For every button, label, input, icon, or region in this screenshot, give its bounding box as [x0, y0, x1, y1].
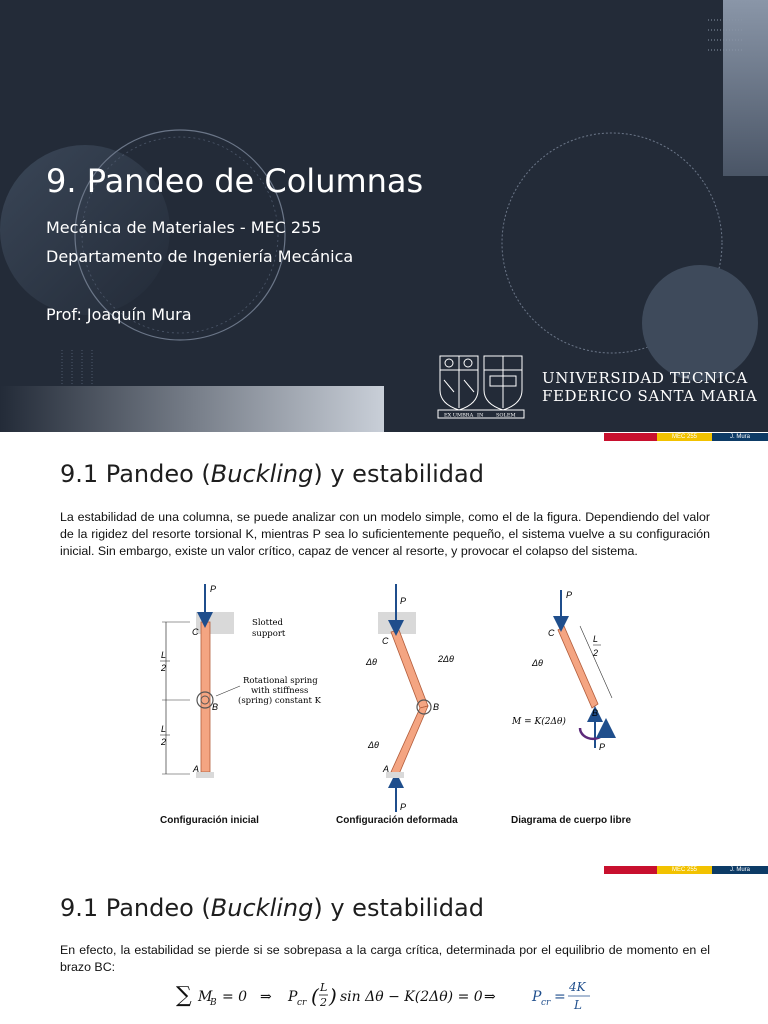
svg-text:⇒: ⇒ — [484, 989, 496, 1005]
professor-name: Prof: Joaquín Mura — [46, 305, 192, 324]
label-dtheta-3: Δθ — [532, 658, 543, 668]
crest-motto-left: EX UMBRA — [444, 412, 474, 419]
label-dtheta-1: Δθ — [366, 657, 377, 667]
header-bar-red-2 — [604, 866, 657, 874]
svg-text:P: P — [288, 989, 298, 1005]
label-p-5: P — [599, 742, 606, 752]
caption-initial: Configuración inicial — [160, 815, 259, 826]
label-c-1: C — [192, 627, 199, 637]
svg-text:⇒: ⇒ — [260, 989, 272, 1005]
label-a-1: A — [193, 764, 200, 774]
caption-deformed: Configuración deformada — [336, 815, 458, 826]
label-p-4: P — [566, 590, 573, 600]
svg-text:L: L — [574, 998, 582, 1012]
label-2-1: 2 — [161, 663, 167, 673]
buckling-model-figure — [150, 578, 630, 813]
label-c-2: C — [382, 636, 389, 646]
svg-text:∑: ∑ — [176, 983, 192, 1008]
header-color-bar-2 — [604, 866, 768, 874]
label-slotted: Slotted — [252, 618, 283, 628]
svg-text:cr: cr — [541, 998, 551, 1008]
label-2-3: 2 — [593, 648, 599, 658]
section-title-2 — [60, 894, 484, 922]
label-2-2: 2 — [161, 737, 167, 747]
svg-text:= 0: = 0 — [222, 989, 248, 1005]
svg-text:cr: cr — [297, 998, 307, 1008]
initial-configuration-diagram — [160, 584, 322, 778]
university-line-2: FEDERICO SANTA MARIA — [542, 387, 758, 405]
header-author-label-2: J. Mura — [712, 866, 768, 874]
usm-crest-logo — [436, 352, 526, 420]
title-post-2: ) y estabilidad — [313, 894, 484, 922]
svg-text:4K: 4K — [569, 980, 586, 994]
label-l-2: L — [161, 724, 167, 734]
header-course-label-2: MEC 255 — [657, 866, 712, 874]
deformed-configuration-diagram — [365, 584, 454, 812]
svg-text:M: M — [198, 989, 213, 1005]
title-slide — [0, 0, 768, 432]
title-post: ) y estabilidad — [313, 460, 484, 488]
crest-motto-right: SOLEM — [496, 412, 516, 419]
label-b-2: B — [433, 702, 440, 712]
section-title — [60, 460, 484, 488]
title-pre-2: 9.1 Pandeo ( — [60, 894, 211, 922]
equilibrium-paragraph: En efecto, la estabilidad se pierde si se sobrepasa a la carga crítica, determinada por el equilibrio de momento en el brazo BC: — [60, 943, 710, 974]
svg-text:L: L — [320, 981, 328, 994]
svg-text:sin Δθ − K(2Δθ) = 0: sin Δθ − K(2Δθ) = 0 — [340, 989, 483, 1005]
header-author-label: J. Mura — [712, 433, 768, 441]
course-name: Mecánica de Materiales - MEC 255 — [46, 218, 322, 237]
header-course-label: MEC 255 — [657, 433, 712, 441]
svg-text:B: B — [210, 998, 217, 1008]
label-support: support — [252, 629, 286, 639]
label-p-2: P — [400, 596, 407, 606]
label-2dtheta: 2Δθ — [438, 654, 454, 664]
svg-text:=: = — [554, 989, 566, 1005]
university-line-1: UNIVERSIDAD TECNICA — [542, 369, 748, 387]
title-emphasis: Buckling — [210, 460, 314, 488]
label-dtheta-2: Δθ — [368, 740, 379, 750]
intro-paragraph: La estabilidad de una columna, se puede analizar con un modelo simple, como el de la figura. Dependiendo del valor de la rigidez del resorte torsional K, mientras P sea lo suficientemente pequeño, el sistema vuelve a su configuración inicial. Sin embargo, existe un valor crítico, capaz de vencer al resorte, y provocar el colapso del sistema. — [60, 510, 710, 558]
header-bar-red — [604, 433, 657, 441]
caption-free-body: Diagrama de cuerpo libre — [511, 815, 632, 826]
label-spring-2: with stiffness — [251, 686, 309, 696]
label-a-2: A — [383, 764, 390, 774]
critical-load-formula — [176, 975, 606, 1020]
presentation-title: 9. Pandeo de Columnas — [46, 162, 424, 200]
crest-motto-mid: IN — [477, 412, 484, 419]
label-b-1: B — [212, 702, 219, 712]
label-spring-3: (spring) constant K — [238, 696, 321, 706]
free-body-diagram — [511, 590, 612, 752]
svg-text:(: ( — [311, 984, 319, 1008]
title-emphasis-2: Buckling — [210, 894, 314, 922]
label-moment: M = K(2Δθ) — [512, 717, 566, 727]
decorative-circles — [0, 0, 768, 432]
label-p-3: P — [400, 802, 407, 812]
svg-text:P: P — [532, 989, 542, 1005]
label-spring-1: Rotational spring — [243, 676, 318, 686]
header-color-bar — [604, 433, 768, 441]
label-l-1: L — [161, 650, 167, 660]
label-c-3: C — [548, 628, 555, 638]
title-pre: 9.1 Pandeo ( — [60, 460, 211, 488]
label-b-3: B — [592, 708, 599, 718]
department-name: Departamento de Ingeniería Mecánica — [46, 247, 354, 266]
label-p-1: P — [210, 584, 217, 594]
label-l-3: L — [593, 634, 599, 644]
svg-text:): ) — [329, 984, 337, 1008]
svg-text:2: 2 — [320, 996, 327, 1009]
